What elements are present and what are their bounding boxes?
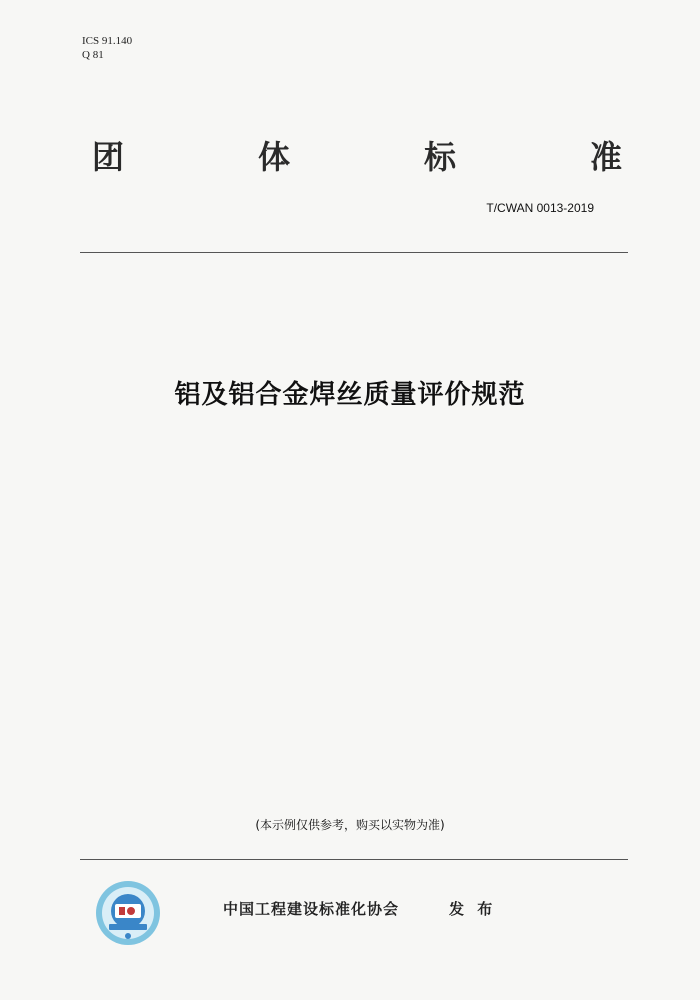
standard-number: T/CWAN 0013-2019 — [486, 201, 594, 215]
ics-code: ICS 91.140 — [82, 35, 133, 47]
seal-banner — [109, 924, 147, 930]
seal-icon — [95, 880, 161, 946]
document-type — [92, 132, 622, 178]
doc-type-char: 准 — [589, 138, 622, 176]
doc-type-char: 标 — [423, 138, 456, 176]
classification-codes — [82, 34, 132, 62]
ccs-code: Q 81 — [82, 49, 104, 61]
document-title: 铝及铝合金焊丝质量评价规范 — [174, 380, 526, 410]
publish-label: 发 布 — [449, 900, 497, 918]
bottom-divider — [80, 859, 628, 860]
disclaimer-note: (本示例仅供参考，购买以实物为准) — [255, 818, 445, 832]
seal-bottom-dot — [125, 933, 131, 939]
doc-type-char: 团 — [92, 138, 125, 176]
issuing-organization: 中国工程建设标准化协会 — [223, 900, 400, 918]
top-divider — [80, 252, 628, 253]
doc-type-char: 体 — [257, 138, 290, 176]
